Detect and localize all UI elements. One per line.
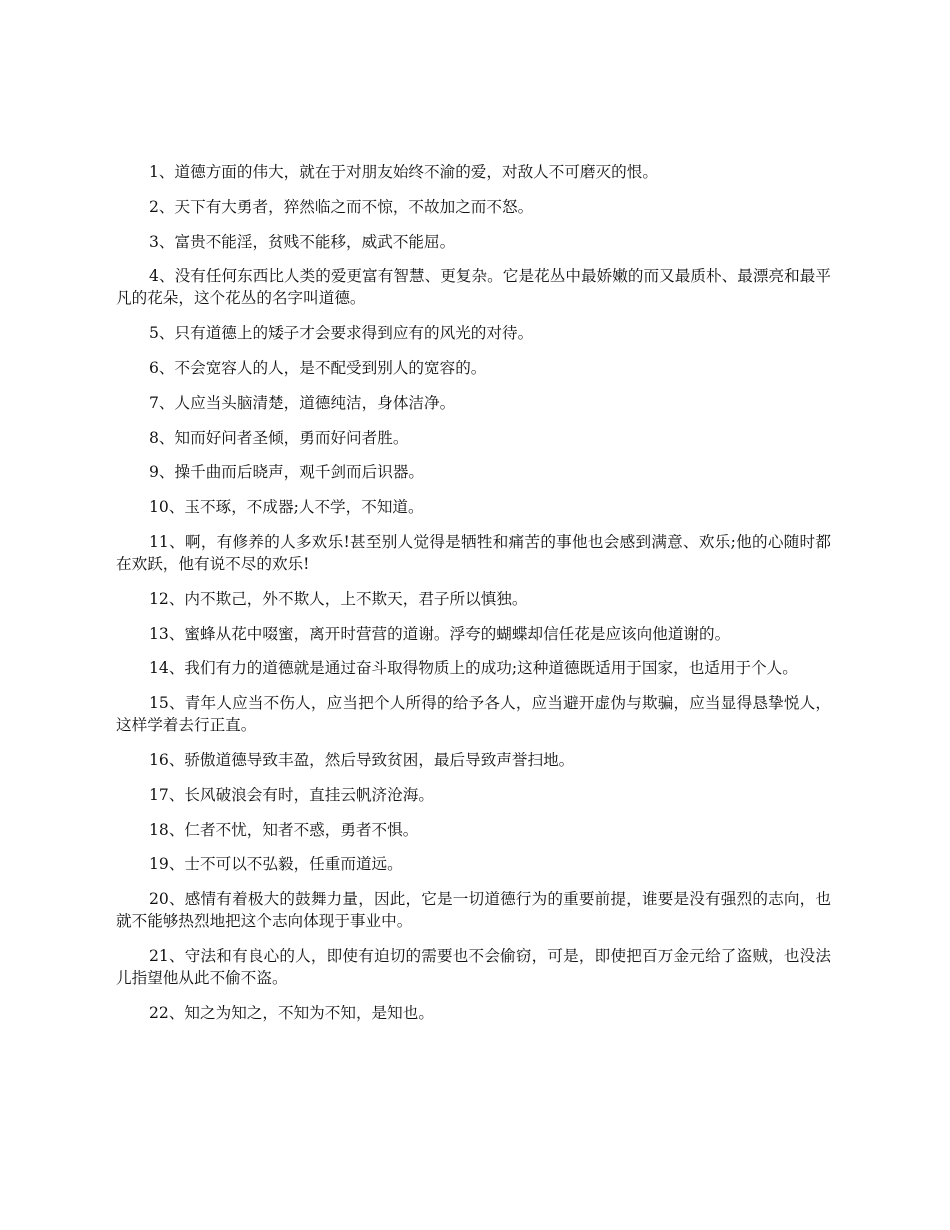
- quote-list: [116, 161, 831, 1024]
- quote-paragraph-10: 10、玉不琢，不成器;人不学，不知道。: [149, 498, 424, 517]
- quote-paragraph-19: 19、士不可以不弘毅，任重而道远。: [149, 855, 403, 874]
- quote-paragraph-22: 22、知之为知之，不知为不知，是知也。: [149, 1003, 434, 1022]
- quote-paragraph-16: 16、骄傲道德导致丰盈，然后导致贫困，最后导致声誉扫地。: [149, 750, 575, 769]
- quote-paragraph-20: 20、感情有着极大的鼓舞力量，因此，它是一切道德行为的重要前提，谁要是没有强烈的志向，也就不能够热烈地把这个志向体现于事业中。: [116, 890, 831, 931]
- quote-paragraph-4: 4、没有任何东西比人类的爱更富有智慧、更复杂。它是花丛中最娇嫩的而又最质朴、最漂亮和最平凡的花朵，这个花丛的名字叫道德。: [116, 267, 831, 308]
- quote-paragraph-12: 12、内不欺己，外不欺人，上不欺天，君子所以慎独。: [149, 589, 528, 608]
- quote-paragraph-21: 21、守法和有良心的人，即使有迫切的需要也不会偷窃，可是，即使把百万金元给了盗贼，也没法儿指望他从此不偷不盗。: [116, 946, 831, 987]
- quote-paragraph-15: 15、青年人应当不伤人，应当把个人所得的给予各人，应当避开虚伪与欺骗，应当显得恳挚悦人，这样学着去行正直。: [116, 694, 831, 735]
- quote-paragraph-1: 1、道德方面的伟大，就在于对朋友始终不渝的爱，对敌人不可磨灭的恨。: [149, 163, 658, 181]
- quote-paragraph-3: 3、富贵不能淫，贫贱不能移，威武不能屈。: [149, 232, 456, 251]
- quote-paragraph-18: 18、仁者不忧，知者不惑，勇者不惧。: [149, 820, 419, 839]
- quote-paragraph-14: 14、我们有力的道德就是通过奋斗取得物质上的成功;这种道德既适用于国家，也适用于个人。: [149, 659, 798, 678]
- quote-paragraph-7: 7、人应当头脑清楚，道德纯洁，身体洁净。: [149, 393, 456, 412]
- quote-paragraph-9: 9、操千曲而后晓声，观千剑而后识器。: [149, 463, 425, 482]
- quote-paragraph-11: 11、啊，有修养的人多欢乐!甚至别人觉得是牺牲和痛苦的事他也会感到满意、欢乐;他的心随时都在欢跃，他有说不尽的欢乐!: [116, 532, 831, 573]
- quote-paragraph-8: 8、知而好问者圣倾，勇而好问者胜。: [149, 428, 409, 447]
- quote-paragraph-5: 5、只有道德上的矮子才会要求得到应有的风光的对待。: [149, 324, 534, 343]
- quote-paragraph-2: 2、天下有大勇者，猝然临之而不惊，不故加之而不怒。: [149, 197, 534, 216]
- quote-paragraph-13: 13、蜜蜂从花中啜蜜，离开时营营的道谢。浮夸的蝴蝶却信任花是应该向他道谢的。: [149, 624, 731, 643]
- quote-paragraph-17: 17、长风破浪会有时，直挂云帆济沧海。: [149, 785, 434, 804]
- quote-paragraph-6: 6、不会宽容人的人，是不配受到别人的宽容的。: [149, 358, 487, 377]
